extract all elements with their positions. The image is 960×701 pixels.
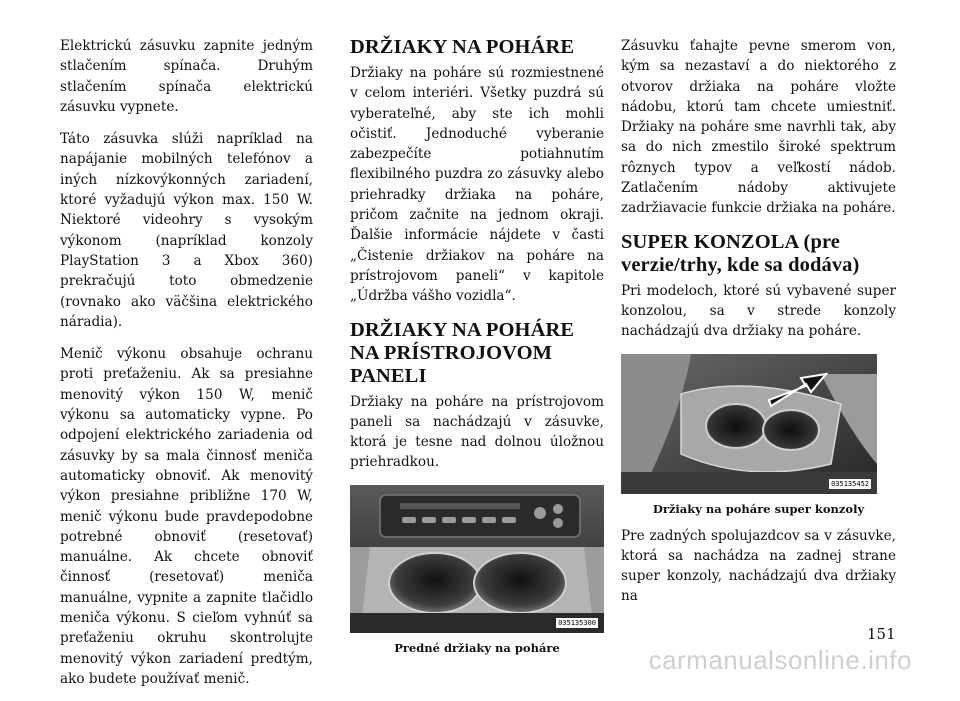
column-left bbox=[60, 36, 313, 701]
section-heading-cup-holders: DRŽIAKY NA POHÁRE bbox=[350, 36, 575, 58]
figure-caption: Predné držiaky na poháre bbox=[394, 640, 560, 655]
section-heading-super-console: SUPER KONZOLA (pre verzie/trhy, kde sa dodáva) bbox=[621, 230, 860, 276]
column-middle bbox=[350, 36, 604, 665]
figure-caption: Držiaky na poháre super konzoly bbox=[652, 501, 865, 516]
figure-id-label: 035135452 bbox=[831, 479, 869, 488]
figure-id-label: 035135300 bbox=[558, 618, 596, 627]
paragraph: Zásuvku ťahajte pevne smerom von, kým sa nezastaví a do niektorého z otvorov držiaka na poháre vložte nádobu, ktorú tam chcete umiestniť. Držiaky na poháre sme navrhli tak, aby sa do nich zmestilo široké spektrum rôznych typov a veľkostí nádob. Zatlačením nádoby aktivujete zadržiavacie funkcie držiaka na poháre. bbox=[621, 38, 896, 217]
paragraph: Držiaky na poháre na prístrojovom paneli sa nachádzajú v zásuvke, ktorá je tesne nad dolnou úložnou priehradkou. bbox=[350, 393, 604, 471]
paragraph: Menič výkonu obsahuje ochranu proti preťaženiu. Ak sa presiahne menovitý výkon 150 W, menič výkonu sa automaticky vypne. Po odpojení elektrického zariadenia od zásuvky by sa mala činnosť meniča automaticky obnoviť. Ak menovitý výkon presiahne približne 170 W, menič výkonu bude pravdepodobne potrebné obnoviť (resetovať) manuálne. Ak chcete obnoviť činnosť (resetovať) meniča manuálne, vypnite a zapnite tlačidlo meniča výkonu. S cieľom vyhnúť sa preťaženiu okruhu skontrolujte menovitý výkon zariadení predtým, ako budete používať menič. bbox=[60, 346, 313, 687]
paragraph: Pre zadných spolujazdcov sa v zásuvke, ktorá sa nachádza na zadnej strane super konzoly, nachádzajú dva držiaky na bbox=[621, 527, 896, 605]
paragraph: Elektrickú zásuvku zapnite jedným stlačením spínača. Druhým stlačením spínača elektrickú zásuvku vypnete. bbox=[60, 38, 313, 115]
paragraph: Držiaky na poháre sú rozmiestnené v celom interiéri. Všetky puzdrá sú vyberateľné, aby ste ich mohli očistiť. Jednoduché vyberanie zabezpečíte potiahnutím flexibilného puzdra zo zásuvky alebo priehradky držiaka na poháre, pričom začnite na jednom okraji. Ďalšie informácie nájdete v časti „Čistenie držiakov na poháre na prístrojovom paneli“ v kapitole „Údržba vášho vozidla“. bbox=[350, 65, 604, 305]
column-right bbox=[621, 36, 896, 619]
page-number: 151 bbox=[867, 625, 896, 643]
figure-super-console-cup-holders bbox=[621, 354, 877, 494]
figure-front-cup-holders bbox=[350, 485, 604, 633]
super-console-illustration bbox=[621, 354, 877, 494]
section-heading-instrument-panel-cup-holders: DRŽIAKY NA POHÁRE NA PRÍSTROJOVOM PANELI bbox=[350, 318, 575, 387]
paragraph: Táto zásuvka slúži napríklad na napájanie mobilných telefónov a iných nízkovýkonných zariadení, ktoré vyžadujú výkon max. 150 W. Niektoré videohry s vysokým výkonom (napríklad konzoly PlayStation 3 a Xbox 360) prekračujú toto obmedzenie (rovnako ako väčšina elektrického náradia). bbox=[60, 131, 313, 330]
paragraph: Pri modeloch, ktoré sú vybavené super konzolou, sa v strede konzoly nachádzajú dva držiaky na poháre. bbox=[621, 282, 896, 340]
watermark-text: carmanualsonline.info bbox=[648, 645, 912, 675]
front-cup-holders-illustration bbox=[350, 485, 604, 633]
